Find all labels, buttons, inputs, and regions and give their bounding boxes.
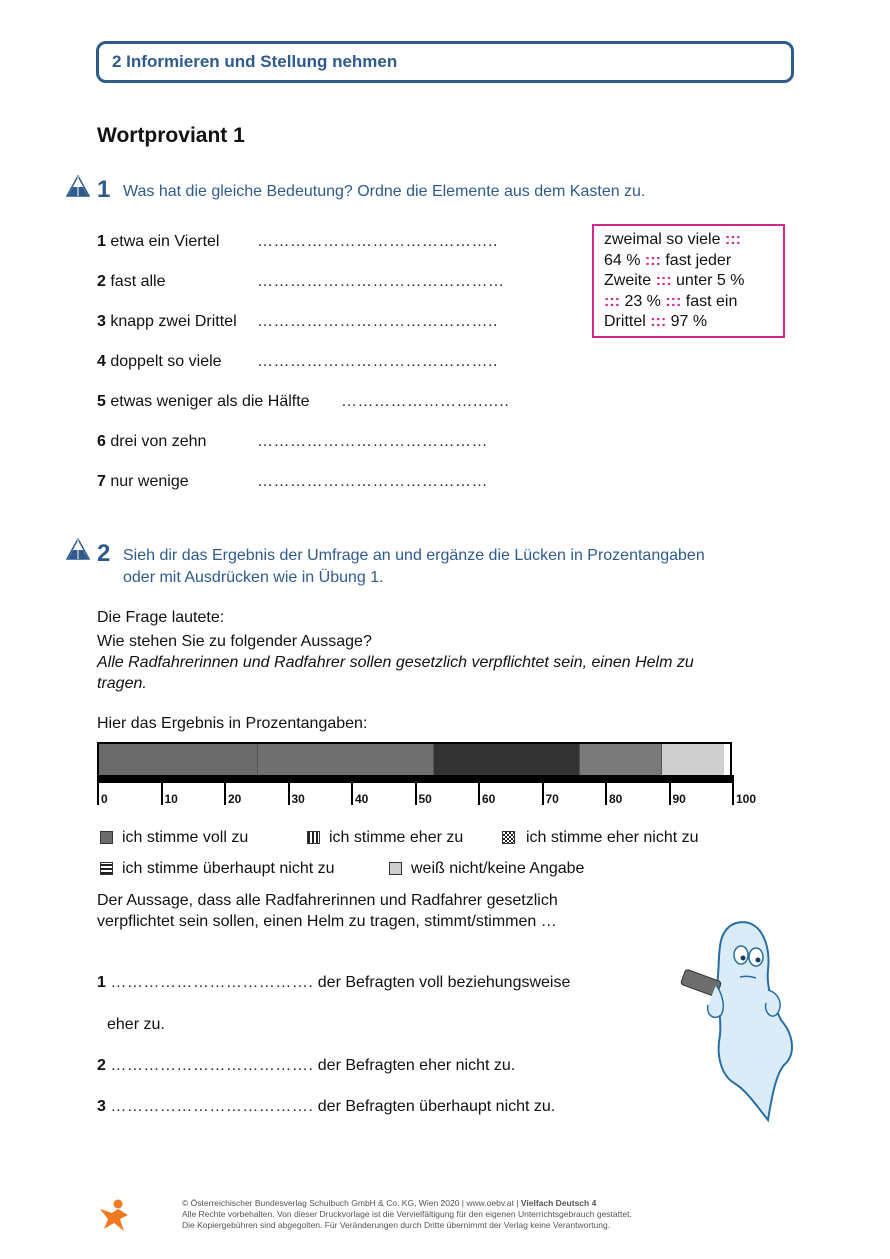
answer-blank[interactable]: ……………………………………… (257, 273, 505, 290)
axis-tick (732, 783, 734, 805)
item-number: 1 (97, 233, 106, 250)
axis-tick-label: 40 (355, 792, 369, 806)
word-box-line: ::: 23 % ::: fast ein (604, 292, 738, 310)
bar-segment (257, 744, 434, 776)
page-title: Wortproviant 1 (97, 124, 245, 147)
answer-blank[interactable]: …………………………………….. (257, 313, 498, 330)
axis-tick (161, 783, 163, 805)
bar-segment (661, 744, 724, 776)
axis-tick (478, 783, 480, 805)
task1-item (97, 353, 222, 371)
legend-swatch-light-icon (389, 862, 402, 875)
gap-text: eher zu. (107, 1016, 165, 1033)
answer-blank[interactable]: …………………………………… (257, 473, 488, 490)
answer-blank[interactable]: …………………………………….. (257, 353, 498, 370)
task1-item (97, 273, 166, 291)
section-header: 2 Informieren und Stellung nehmen (112, 52, 398, 71)
legend-swatch-checker-icon (502, 831, 515, 844)
axis-tick (97, 783, 99, 805)
axis-tick (605, 783, 607, 805)
axis-tick (542, 783, 544, 805)
question: Wie stehen Sie zu folgender Aussage? (97, 633, 372, 650)
item-text: etwas weniger als die Hälfte (110, 393, 310, 410)
axis-tick-label: 0 (101, 792, 108, 806)
task1-item (97, 393, 310, 411)
bar-segment (99, 744, 257, 776)
axis-tick-label: 90 (672, 792, 686, 806)
item-text: doppelt so viele (110, 353, 222, 370)
item-number: 5 (97, 393, 106, 410)
legend-swatch-horizontal-stripes-icon (100, 862, 113, 875)
item-number: 6 (97, 433, 106, 450)
gap-item (97, 1098, 555, 1116)
task-number: 1 (97, 176, 111, 203)
axis-tick (224, 783, 226, 805)
task1-item (97, 433, 206, 451)
item-number: 4 (97, 353, 106, 370)
axis-tick-label: 70 (545, 792, 559, 806)
footer-copyright: © Österreichischer Bundesverlag Schulbuch GmbH & Co. KG, Wien 2020 | www.oebv.at | Vielfach Deutsch 4 Alle Rechte vorbehalten. Von dieser Druckvorlage ist die Vervielfältigung für den eigenen Unterrichtsgebrauch gestattet. Die Kopiergebühren sind abgegolten. Für Veränderungen durch Dritte übernimmt der Verlag keine Verantwortung. (182, 1198, 632, 1230)
word-box-line: Drittel ::: 97 % (604, 313, 708, 330)
result-label: Hier das Ergebnis in Prozentangaben: (97, 715, 368, 732)
axis-tick-label: 60 (482, 792, 496, 806)
gap-text: der Befragten überhaupt nicht zu. (317, 1098, 556, 1115)
gap-item (107, 1016, 165, 1034)
gap-item (97, 974, 570, 992)
axis-line (97, 775, 734, 783)
item-text: drei von zehn (110, 433, 207, 450)
stacked-bar-chart (97, 742, 732, 776)
task-instruction: Sieh dir das Ergebnis der Umfrage an und ergänze die Lücken in Prozentangaben oder mit Ausdrücken wie in Übung 1. (123, 547, 705, 586)
answer-blank[interactable]: …………………………………… (257, 433, 488, 450)
bar-segment (579, 744, 661, 776)
bar-segment (433, 744, 578, 776)
gap-text: der Befragten eher nicht zu. (317, 1057, 516, 1074)
task1-item (97, 233, 219, 251)
task1-item (97, 313, 237, 331)
answer-blank[interactable]: ……………………..….. (341, 393, 510, 410)
gap-item (97, 1057, 515, 1075)
axis-tick-label: 30 (291, 792, 305, 806)
item-text: nur wenige (110, 473, 189, 490)
task-instruction: Was hat die gleiche Bedeutung? Ordne die Elemente aus dem Kasten zu. (123, 183, 646, 200)
word-box-line: zweimal so viele ::: (604, 231, 741, 248)
axis-tick-label: 100 (736, 792, 757, 806)
item-number: 7 (97, 473, 106, 490)
axis-tick-label: 80 (609, 792, 623, 806)
axis-tick (351, 783, 353, 805)
gap-text: der Befragten voll beziehungsweise (317, 974, 571, 991)
item-number: 3 (97, 313, 106, 330)
legend-swatch-vertical-stripes-icon (307, 831, 320, 844)
axis-tick (288, 783, 290, 805)
publisher-logo-icon (96, 1197, 132, 1233)
axis-tick-label: 20 (228, 792, 242, 806)
axis-tick-label: 50 (418, 792, 432, 806)
conclusion: Der Aussage, dass alle Radfahrerinnen und Radfahrer gesetzlich verpflichtet sein sollen, einen Helm zu tragen, stimmt/stimmen … (97, 892, 558, 930)
axis-tick (669, 783, 671, 805)
gap-number: 3 (97, 1098, 106, 1115)
difficulty-triangle-icon (66, 538, 90, 560)
word-box-line: Zweite ::: unter 5 % (604, 272, 745, 289)
word-box-line: 64 % ::: fast jeder (604, 251, 732, 269)
question-label: Die Frage lautete: (97, 609, 225, 626)
item-text: etwa ein Viertel (110, 233, 220, 250)
axis-tick-label: 10 (164, 792, 178, 806)
gap-number: 1 (97, 974, 106, 991)
task1-item (97, 473, 189, 491)
answer-blank[interactable]: ………………………………. (110, 1057, 314, 1074)
answer-blank[interactable]: …………………………………….. (257, 233, 498, 250)
legend-swatch-solid-icon (100, 831, 113, 844)
answer-blank[interactable]: ………………………………. (110, 1098, 314, 1115)
item-number: 2 (97, 273, 106, 290)
word-box (592, 224, 785, 338)
answer-blank[interactable]: ………………………………. (110, 974, 314, 991)
ghost-illustration (676, 915, 816, 1125)
task-number: 2 (97, 540, 111, 567)
axis-tick (415, 783, 417, 805)
statement: Alle Radfahrerinnen und Radfahrer sollen gesetzlich verpflichtet sein, einen Helm zu tragen. (97, 654, 694, 692)
item-text: fast alle (110, 273, 166, 290)
gap-number: 2 (97, 1057, 106, 1074)
item-text: knapp zwei Drittel (110, 313, 237, 330)
difficulty-triangle-icon (66, 175, 90, 197)
